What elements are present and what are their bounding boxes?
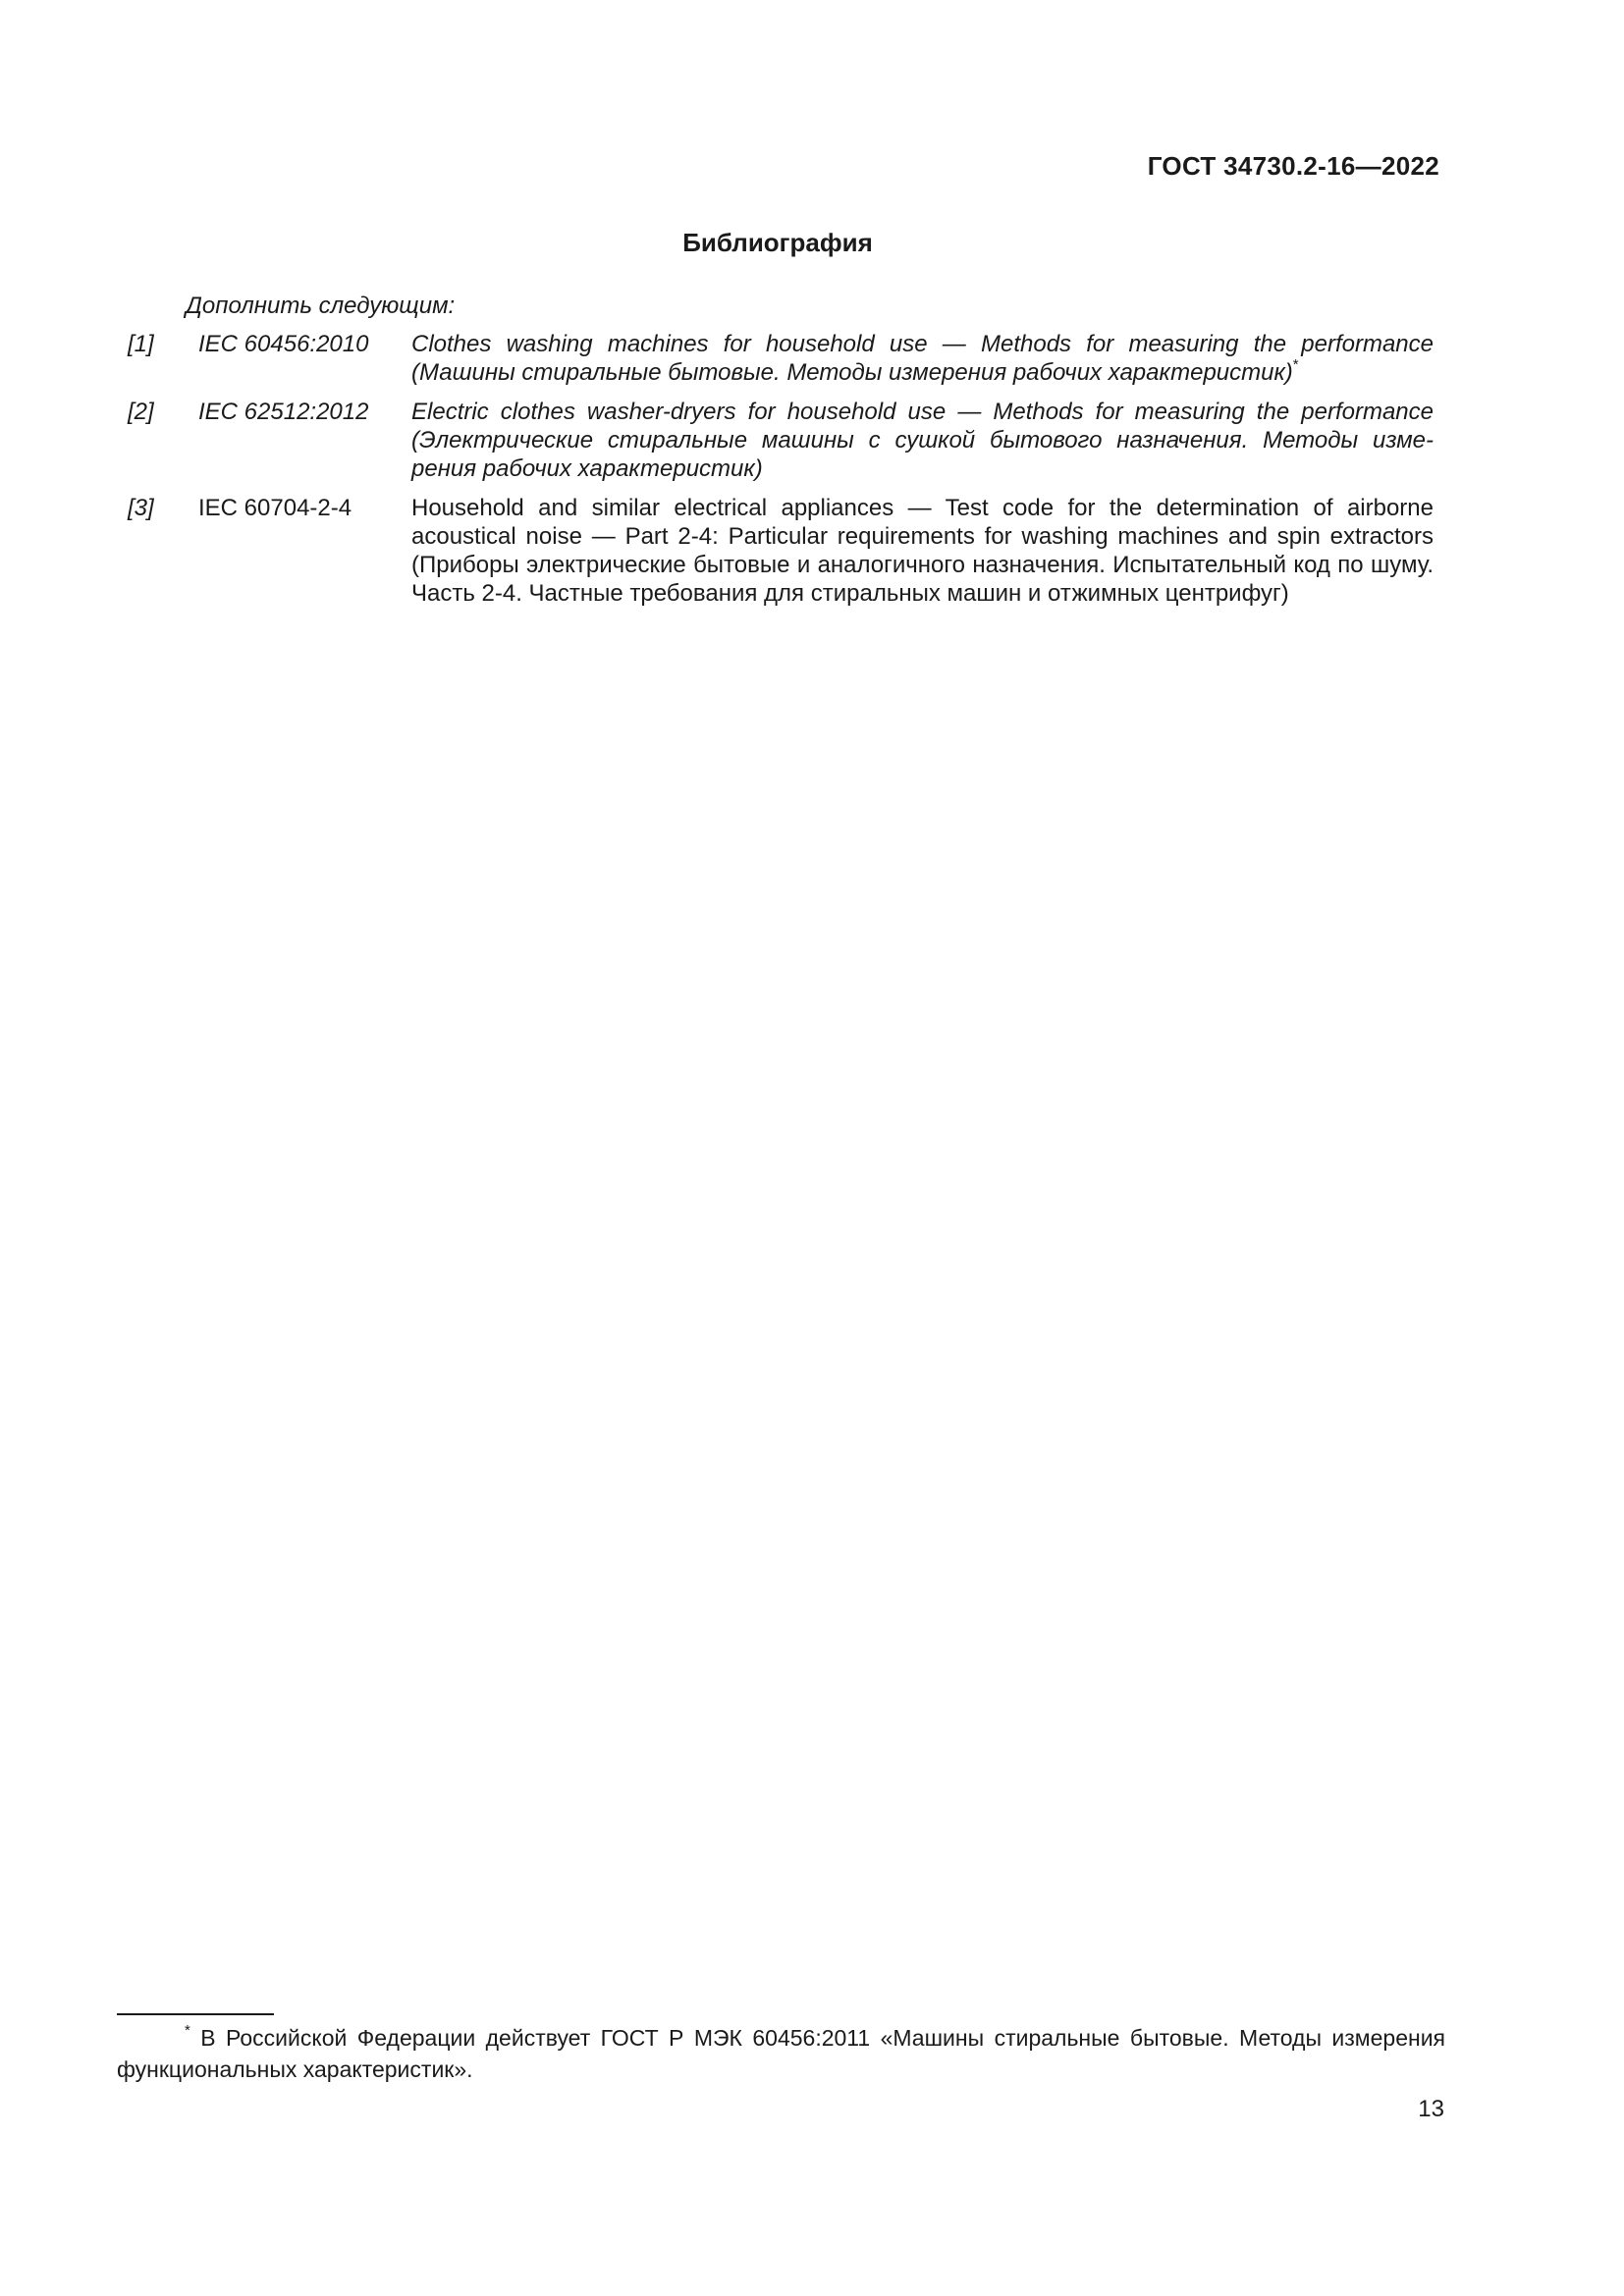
- footnote-mark: *: [185, 2022, 190, 2039]
- document-header: ГОСТ 34730.2-16—2022: [1147, 151, 1439, 181]
- footnote-mark: *: [1292, 356, 1299, 373]
- entry-number: [2]: [128, 399, 154, 425]
- entry-number: [3]: [128, 495, 154, 521]
- bibliography-entry: [128, 398, 1434, 483]
- entry-code: IEC 60704-2-4: [198, 495, 352, 521]
- bibliography-entry: [128, 330, 1434, 387]
- entry-title: [411, 398, 1434, 483]
- entry-title-line: Household and similar electrical appliances — Test code for the determination of airborne: [411, 495, 1434, 521]
- entry-title: [411, 494, 1434, 608]
- entry-title-line: рения рабочих характеристик): [411, 455, 763, 482]
- section-intro: Дополнить следующим:: [186, 293, 456, 319]
- entry-title: [411, 330, 1434, 387]
- entry-title-line: Clothes washing machines for household use — Methods for measuring the performance: [411, 331, 1434, 357]
- entry-title-line: (Машины стиральные бытовые. Методы измерения рабочих характеристик): [411, 359, 1293, 386]
- bibliography-list: [128, 330, 1434, 618]
- bibliography-entry: [128, 494, 1434, 608]
- page-number: 13: [1418, 2096, 1444, 2122]
- entry-code: IEC 60456:2010: [198, 331, 369, 357]
- entry-title-line: (Приборы электрические бытовые и аналогичного назначения. Испытательный код по: [411, 552, 1364, 578]
- entry-title-line: шуму. Часть 2-4. Частные требования для стиральных машин и отжимных центрифуг): [411, 552, 1434, 607]
- entry-number: [1]: [128, 331, 154, 357]
- entry-title-line: Electric clothes washer-dryers for household use — Methods for measuring the performance: [411, 399, 1434, 425]
- footnote-text: В Российской Федерации действует ГОСТ Р МЭК 60456:2011 «Машины стиральные бытовые. Методы измерения функциональных характеристик».: [117, 2025, 1446, 2082]
- section-title: Библиография: [682, 228, 873, 257]
- entry-code: IEC 62512:2012: [198, 399, 369, 425]
- entry-title-line: (Электрические стиральные машины с сушкой бытового назначения. Методы изме-: [411, 427, 1434, 454]
- footnote: [117, 2022, 1445, 2085]
- footnote-divider: [117, 2013, 274, 2015]
- entry-title-line: acoustical noise — Part 2-4: Particular requirements for washing machines and spin extractors: [411, 523, 1434, 550]
